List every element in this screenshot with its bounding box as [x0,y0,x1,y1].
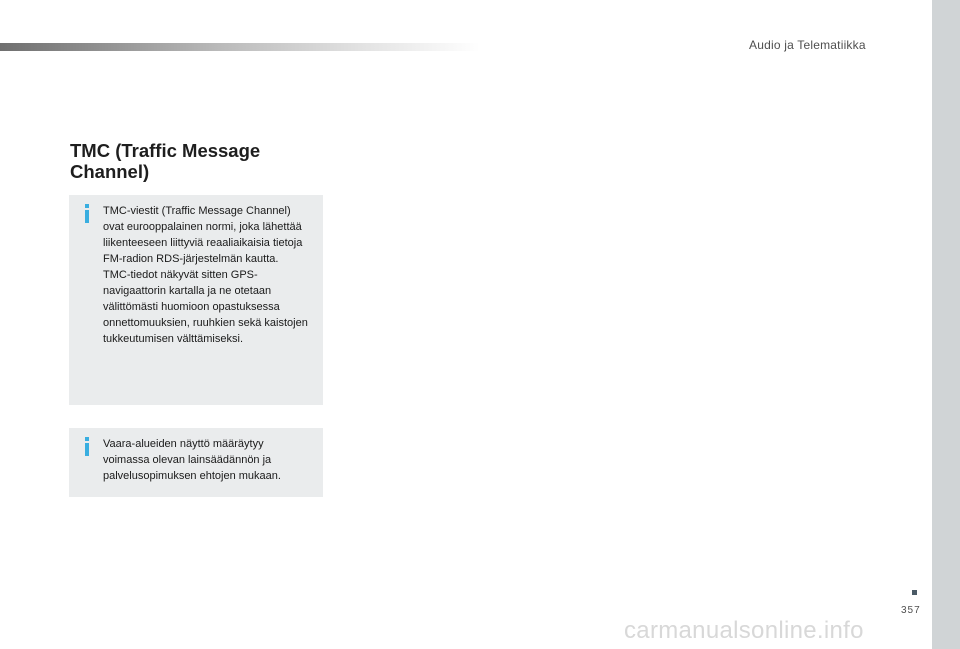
info-icon [83,204,91,223]
page-title: TMC (Traffic Message Channel) [70,140,261,182]
info-icon [83,437,91,456]
page-side-strip [932,0,960,649]
page-number: 357 [901,605,921,616]
info-text [103,436,313,484]
info-box-danger-zones [69,428,323,497]
header-gradient-bar [0,43,480,51]
page-marker [912,590,917,595]
watermark: carmanualsonline.info [624,617,864,644]
info-box-tmc [69,195,323,405]
info-paragraph: TMC-viestit (Traffic Message Channel) ovat eurooppalainen normi, joka lähettää liikenteeseen liittyviä reaaliaikaisia tietoja FM-radion RDS-järjestelmän kautta. [103,205,303,265]
info-text [103,203,313,347]
section-title: Audio ja Telematiikka [749,38,866,52]
info-paragraph: TMC-tiedot näkyvät sitten GPS-navigaattorin kartalla ja ne otetaan välittömästi huomioon opastuksessa onnettomuuksien, ruuhkien sekä kaistojen tukkeutumisen välttämiseksi. [103,269,308,345]
info-paragraph: Vaara-alueiden näyttö määräytyy voimassa olevan lainsäädännön ja palvelusopimuksen ehtojen mukaan. [103,438,281,482]
